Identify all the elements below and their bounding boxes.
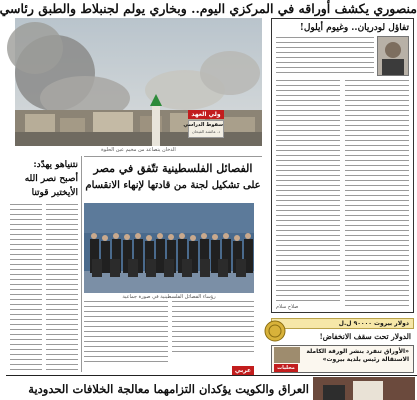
right-column-text-b bbox=[276, 80, 340, 302]
center-tag: عربي bbox=[232, 366, 254, 375]
left-divider bbox=[81, 156, 82, 372]
top-headline: منصوري يكشف أوراقه في المركزي اليوم.. وبخاري يولم لجنبلاط والطبق رئاسي bbox=[0, 1, 417, 16]
center-text-a bbox=[84, 301, 168, 363]
left-text-b bbox=[46, 204, 78, 370]
resignation-box-headline: «الأوراق تنفرد بنشر الورقة الكاملة الاستقالة رئيس بلدية بيروت» bbox=[306, 348, 409, 363]
photo-tag: ولي العهد bbox=[188, 110, 224, 119]
right-column-text-a bbox=[345, 80, 409, 308]
resignation-thumbnail bbox=[274, 347, 300, 363]
bottom-rule bbox=[6, 375, 417, 376]
center-divider-top bbox=[84, 156, 262, 157]
left-text-a bbox=[10, 204, 42, 370]
dollar-rate-bar bbox=[271, 318, 414, 329]
center-headline-line2: على تشكيل لجنة من قادتها لإنهاء الانقسام bbox=[85, 180, 261, 191]
bottom-photo bbox=[313, 377, 415, 400]
center-group-photo bbox=[84, 203, 254, 293]
main-photo-caption: الدخان يتصاعد من مخيم عين الحلوة bbox=[101, 147, 176, 153]
left-headline-line3: الأيختبر قوتنا bbox=[31, 188, 78, 198]
center-headline-line1: الفصائل الفلسطينية تتّفق في مصر bbox=[93, 162, 253, 175]
photo-inset-title: سقوط الدراسي bbox=[183, 122, 223, 128]
right-column-author-photo bbox=[377, 36, 409, 76]
right-column-text-top bbox=[276, 37, 374, 77]
left-headline-line2: أصبح نصر الله bbox=[24, 174, 78, 184]
center-photo-caption: رؤساء الفصائل الفلسطينية في صورة جماعية bbox=[122, 294, 216, 300]
local-tag: محليات bbox=[274, 364, 298, 372]
photo-inset bbox=[183, 120, 224, 138]
right-column-byline: صلاح سلام bbox=[276, 304, 299, 310]
coin-icon bbox=[264, 320, 286, 342]
center-text-b bbox=[172, 301, 254, 355]
left-headline-line1: نتنياهو يهدّد: bbox=[33, 160, 78, 170]
main-photo bbox=[15, 18, 262, 146]
bottom-headline: العراق والكويت يؤكدان التزامهما معالجة الخلافات الحدودية bbox=[28, 382, 309, 396]
dollar-rate-label: دولار بيروت ٩٠٠٠٠ ل.ل bbox=[338, 320, 409, 327]
right-column-headline: تفاؤل لودريان.. وغيوم أيلول! bbox=[299, 23, 409, 33]
dollar-headline: الدولار تحت سقف الانخفاض! bbox=[319, 332, 411, 341]
photo-inset-sub: د. عائشة الفيحان bbox=[191, 129, 221, 134]
